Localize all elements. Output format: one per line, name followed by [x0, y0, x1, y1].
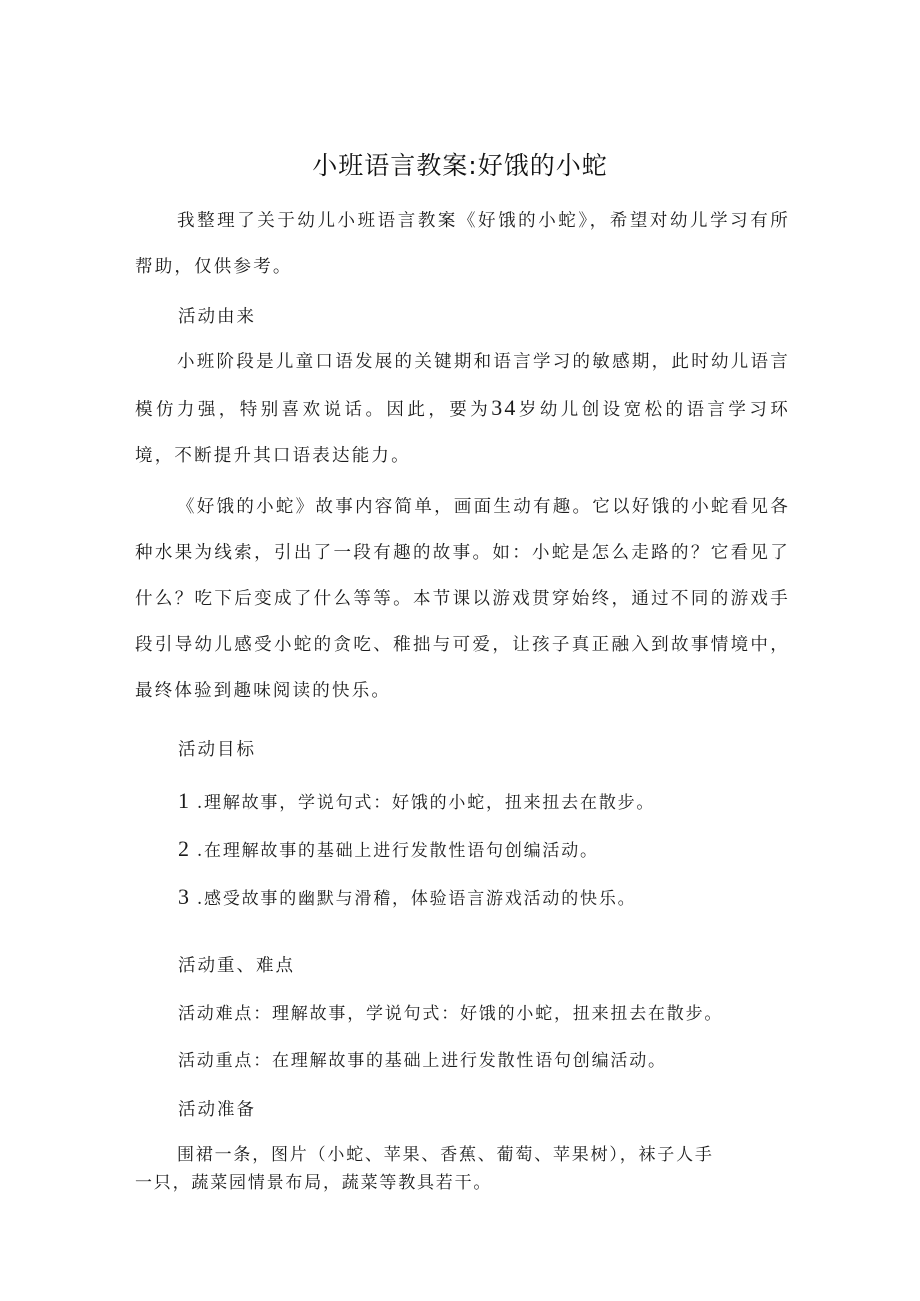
goal-number: 3	[178, 884, 191, 909]
prep-heading: 活动准备	[178, 1100, 256, 1120]
goal-number: 2	[178, 836, 191, 861]
goal-text: .理解故事，学说句式：好饿的小蛇，扭来扭去在散步。	[196, 793, 656, 813]
prep-line-2: 一只，蔬菜园情景布局，蔬菜等教具若干。	[135, 1173, 493, 1193]
goal-number: 1	[178, 788, 191, 813]
origin-heading: 活动由来	[178, 307, 256, 327]
goal-item-1	[178, 788, 655, 814]
focus-line: 活动重点：在理解故事的基础上进行发散性语句创编活动。	[178, 1051, 667, 1071]
prep-line-1: 围裙一条，图片（小蛇、苹果、香蕉、葡萄、苹果树），袜子人手	[177, 1145, 714, 1165]
age-number: 34	[491, 395, 518, 420]
goals-heading: 活动目标	[178, 740, 256, 760]
goal-text: .在理解故事的基础上进行发散性语句创编活动。	[196, 841, 599, 861]
origin-paragraph-2: 《好饿的小蛇》故事内容简单，画面生动有趣。它以好饿的小蛇看见各种水果为线索，引出了一段有趣的故事。如：小蛇是怎么走路的？它看见了什么？吃下后变成了什么等等。本节课以游戏贯穿始终，通过不同的游戏手段引导幼儿感受小蛇的贪吃、稚拙与可爱，让孩子真正融入到故事情境中，最终体验到趣味阅读的快乐。	[135, 497, 790, 701]
goal-item-3	[178, 884, 636, 910]
goal-item-2	[178, 836, 599, 862]
keypoints-heading: 活动重、难点	[178, 956, 295, 976]
intro-paragraph: 我整理了关于幼儿小班语言教案《好饿的小蛇》，希望对幼儿学习有所帮助，仅供参考。	[135, 211, 790, 277]
origin-paragraph-1-part-a: 小班阶段是儿童口语发展的关键期和语言学习的敏感期，此时幼儿语言模仿力强，特别喜欢说话。因此，要为	[135, 352, 790, 420]
goal-text: .感受故事的幽默与滑稽，体验语言游戏活动的快乐。	[196, 889, 637, 909]
difficulty-line: 活动难点：理解故事，学说句式：好饿的小蛇，扭来扭去在散步。	[178, 1004, 724, 1024]
origin-paragraph-1-part-b: 岁幼儿创设宽松的语言学习环境，不断提升其口语表达能力。	[135, 400, 790, 466]
document-title: 小班语言教案:好饿的小蛇	[312, 151, 608, 180]
origin-paragraph-1	[135, 339, 790, 479]
